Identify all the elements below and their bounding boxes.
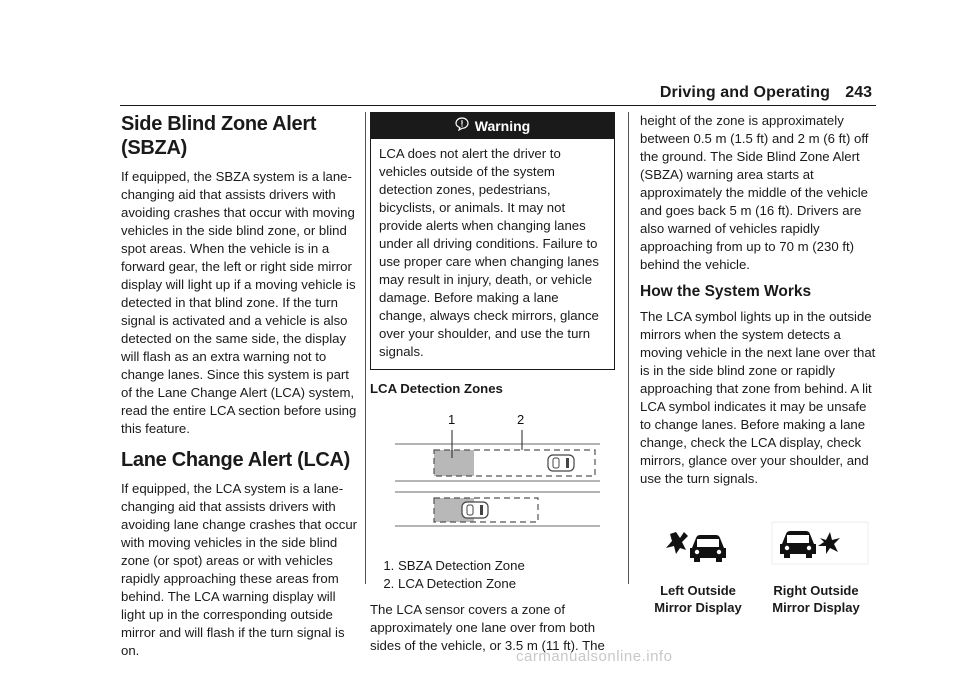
car-icon: [548, 455, 574, 471]
how-it-works-heading: How the System Works: [640, 283, 812, 300]
detection-zones-diagram: [370, 406, 615, 546]
detection-zones-title: LCA Detection Zones: [370, 381, 503, 396]
warning-box: [370, 112, 615, 370]
right-mirror-lca-icon: [758, 498, 874, 578]
header-rule: [120, 105, 876, 106]
lca-paragraph: If equipped, the LCA system is a lane-changing aid that assists drivers with avoiding lane change crashes that occur with moving vehicles in the side blind zone (or spot) areas or with vehicles rapidly approaching these areas from behind. The LCA warning display will light up in the corresponding outside mirror and will flash if the turn signal is on.: [121, 481, 358, 658]
list-item: 1. SBZA Detection Zone: [398, 557, 615, 575]
page-header: [0, 84, 960, 104]
column-3: [640, 112, 878, 628]
left-mirror-display: [640, 498, 756, 616]
column-1: [121, 112, 359, 666]
callout-2: 2: [517, 412, 525, 427]
section-title: Driving and Operating: [659, 84, 830, 101]
coverage-paragraph-part2: height of the zone is approximately between 0.5 m (1.5 ft) and 2 m (6 ft) off the ground. The Side Blind Zone Alert (SBZA) warning area starts at approximately the middle of the vehicle and goes back 5 m (16 ft). Drivers are also warned of vehicles rapidly approaching from up to 70 m (230 ft) behind the vehicle.: [640, 113, 869, 272]
page-number: 243: [845, 84, 872, 101]
warning-text: LCA does not alert the driver to vehicles outside of the system detection zones, pedestrians, bicyclists, or animals. It may not provide alerts when changing lanes under all driving conditions. Failure to use proper care when changing lanes may result in injury, death, or vehicle damage. Before making a lane change, always check mirrors, glance over your shoulder, and use the turn signals.: [379, 146, 599, 359]
column-2: [370, 112, 615, 661]
mirror-displays: [640, 498, 878, 628]
sbza-heading: Side Blind Zone Alert (SBZA): [121, 113, 317, 159]
callout-1: 1: [448, 412, 456, 427]
left-mirror-lca-icon: [640, 498, 756, 578]
column-divider-2: [628, 112, 629, 584]
sbza-paragraph: If equipped, the SBZA system is a lane-changing aid that assists drivers with avoiding crashes that occur with moving vehicles in the side blind zone, or blind spot areas. When the vehicle is in a forward gear, the left or right side mirror display will light up if a moving vehicle is detected in that blind zone. If the turn signal is activated and a vehicle is also detected on the same side, the display will flash as an extra warning not to change lanes. Since this system is part of the Lane Change Alert (LCA) system, read the entire LCA section before using this feature.: [121, 169, 357, 436]
warning-title: Warning: [474, 118, 531, 134]
right-mirror-label: Right Outside Mirror Display: [772, 583, 860, 615]
watermark: carmanualsonline.info: [516, 648, 673, 665]
warning-header: [371, 113, 614, 139]
column-divider-1: [365, 112, 366, 584]
lca-heading: Lane Change Alert (LCA): [121, 449, 351, 471]
detection-zones-list: [370, 557, 615, 593]
car-icon: [462, 502, 488, 518]
warning-icon: [455, 117, 469, 135]
sbza-zone: [434, 450, 474, 476]
coverage-paragraph-part1: The LCA sensor covers a zone of approximately one lane over from both sides of the vehicle, or 3.5 m (11 ft). The: [370, 602, 605, 653]
list-item: 2. LCA Detection Zone: [398, 575, 615, 593]
right-mirror-display: [758, 498, 874, 616]
left-mirror-label: Left Outside Mirror Display: [654, 583, 742, 615]
how-it-works-paragraph: The LCA symbol lights up in the outside mirrors when the system detects a moving vehicle in the next lane over that is in the side blind zone or rapidly approaching that zone from behind. A lit LCA symbol indicates it may be unsafe to change lanes. Before making a lane change, check the LCA display, check mirrors, glance over your shoulder, and use the turn signals.: [640, 309, 876, 486]
